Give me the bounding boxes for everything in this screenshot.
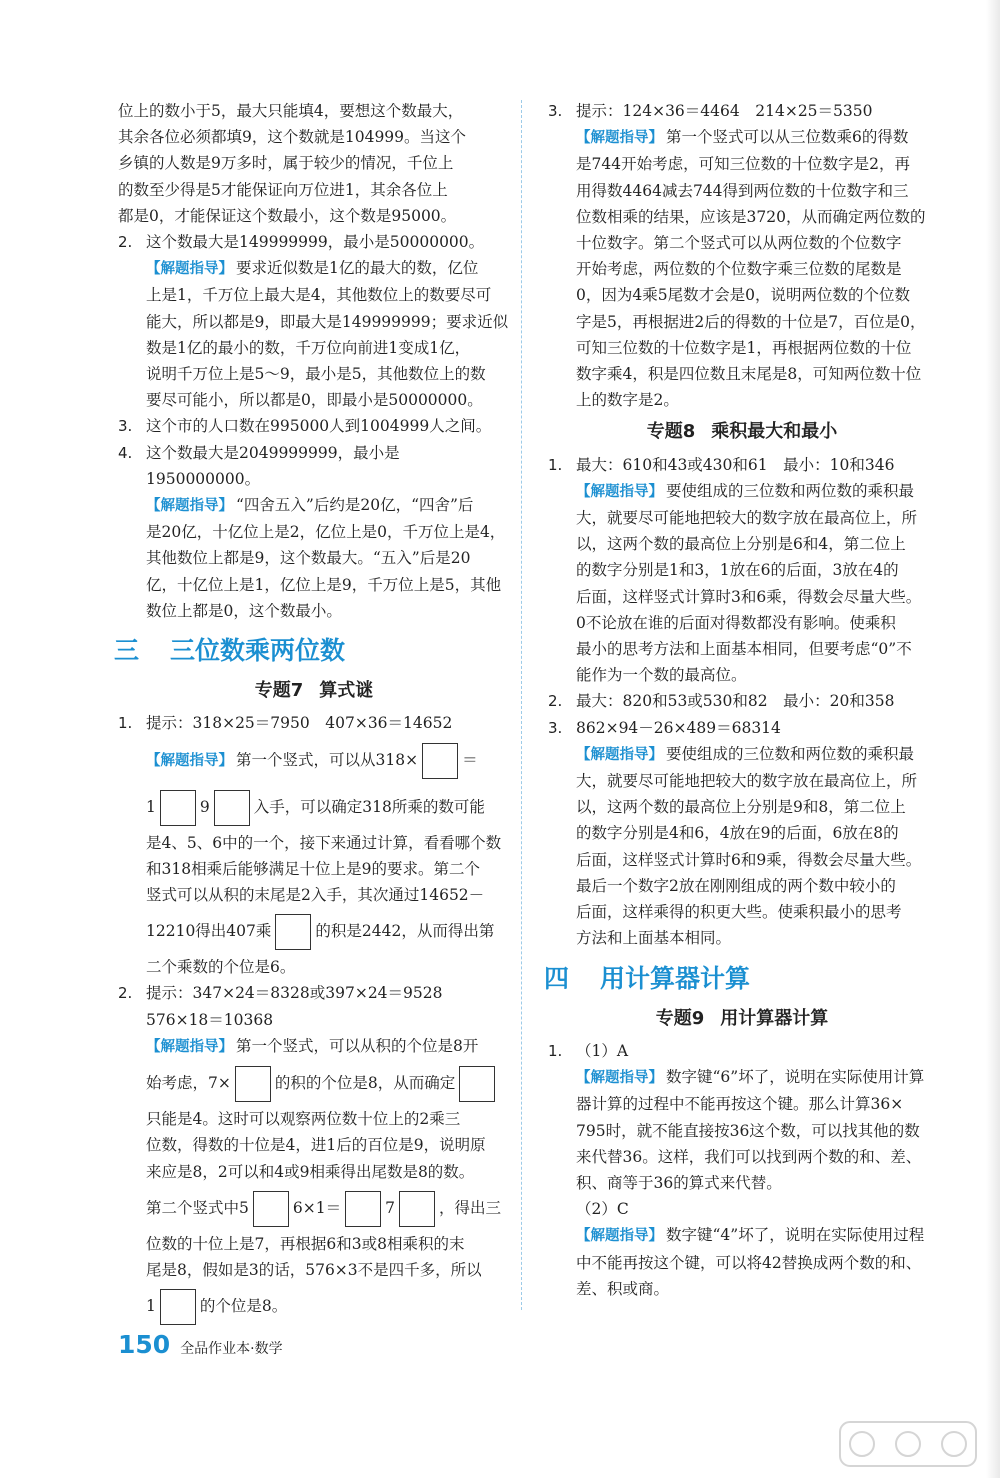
- left-column: [114, 98, 510, 1329]
- answer-item-t7-2: [118, 980, 510, 1329]
- guide-text: 始考虑，7×: [146, 1074, 231, 1093]
- guide-text: 的数字分别是4和6，4放在9的后面，6放在8的: [576, 824, 899, 843]
- intro-line: 乡镇的人数是9万多时，属于较少的情况，千位上: [118, 154, 454, 173]
- guide-text: 以，这两个数的最高位上分别是9和8，第二位上: [576, 798, 906, 817]
- answer-item-t8-3: [548, 715, 936, 952]
- guide-text: 的数字分别是1和3，1放在6的后面，3放在4的: [576, 561, 899, 580]
- answer-text: （2）C: [576, 1200, 629, 1219]
- topic-number: 专题9: [655, 1007, 705, 1029]
- item-number: 2.: [118, 984, 133, 1003]
- topic-title: 算式谜: [319, 680, 374, 702]
- answer-text: 这个数最大是2049999999，最小是1950000000。: [146, 443, 400, 488]
- guide-text: 第一个竖式，可以从积的个位是8开: [236, 1036, 479, 1055]
- item-number: 3.: [548, 718, 563, 737]
- guide-text: “四舍五入”后约是20亿，“四舍”后: [236, 496, 474, 515]
- guide-text: 要使组成的三位数和两位数的乘积最: [666, 481, 915, 500]
- solution-guide-label: 【解题指导】: [576, 483, 663, 500]
- item-number: 3.: [118, 417, 133, 436]
- intro-line: 的数至少得是5才能保证向万位进1，其余各位上: [118, 180, 448, 199]
- solution-guide-label: 【解题指导】: [146, 261, 233, 278]
- section-number: 三: [114, 636, 140, 666]
- guide-text: 最小的思考方法和上面基本相同，但要考虑“0”不: [576, 640, 912, 659]
- guide-text: 十位数字。第二个竖式可以从两位数的个位数字: [576, 234, 902, 253]
- guide-text: 795时，就不能直接按36这个数，可以找其他的数: [576, 1121, 920, 1140]
- guide-text: 来代替36。这样，我们可以找到两个数的和、差、: [576, 1147, 922, 1166]
- guide-text: ＝: [462, 750, 478, 769]
- guide-text: 是4、5、6中的一个，接下来通过计算，看看哪个数: [146, 833, 502, 852]
- guide-text: 要尽可能小，所以都是0，即最小是50000000。: [146, 391, 483, 410]
- blank-box: [459, 1066, 495, 1102]
- guide-text: 位数，得数的十位是4，进1后的百位是9，说明原: [146, 1136, 486, 1155]
- right-column: [544, 98, 936, 1302]
- solution-guide-label: 【解题指导】: [576, 1070, 663, 1087]
- intro-line: 都是0，才能保证这个数最小，这个数是95000。: [118, 206, 457, 225]
- guide-text: 开始考虑，两位数的个位数字乘三位数的尾数是: [576, 260, 902, 279]
- guide-text: 后面，这样乘得的积更大些。使乘积最小的思考: [576, 903, 902, 922]
- solution-guide-label: 【解题指导】: [146, 752, 233, 769]
- answer-text: 862×94－26×489＝68314: [576, 718, 781, 737]
- guide-text: 入手，可以确定318所乘的数可能: [253, 797, 485, 816]
- answer-item-3-right: [548, 98, 936, 413]
- item-number: 1.: [118, 714, 133, 733]
- guide-text: 后面，这样竖式计算时6和9乘，得数会尽量大些。: [576, 850, 922, 869]
- section-heading: [544, 963, 936, 993]
- page-footer: [118, 1330, 283, 1359]
- topic-heading: [118, 678, 510, 704]
- answer-text: 最大：610和43或430和61 最小：10和346: [576, 455, 895, 474]
- guide-text: 数字键“6”坏了，说明在实际使用计算: [666, 1068, 925, 1087]
- answer-item-t7-1: [118, 710, 510, 980]
- solution-guide-label: 【解题指导】: [146, 498, 233, 515]
- guide-text: 竖式可以从积的末尾是2入手，其次通过14652－: [146, 886, 485, 905]
- guide-text: 亿，十亿位上是1，亿位上是9，千万位上是5，其他: [146, 575, 502, 594]
- item-number: 1.: [548, 1041, 563, 1060]
- blank-box: [399, 1191, 435, 1227]
- page-number: 150: [118, 1330, 171, 1359]
- guide-text: 6×1＝: [292, 1198, 342, 1217]
- book-title: 全品作业本·数学: [180, 1341, 283, 1357]
- guide-text: ，得出三: [438, 1198, 501, 1217]
- blank-box: [275, 914, 311, 950]
- answer-item-2: [118, 229, 510, 413]
- guide-text: 数是1亿的最小的数，千万位向前进1变成1亿，: [146, 338, 471, 357]
- guide-text: 要使组成的三位数和两位数的乘积最: [666, 744, 915, 763]
- answer-text: 这个数最大是149999999，最小是50000000。: [146, 233, 485, 252]
- answer-text: 最大：820和53或530和82 最小：20和358: [576, 692, 895, 711]
- guide-text: 1: [146, 1297, 156, 1316]
- guide-text: 要求近似数是1亿的最大的数，亿位: [236, 259, 479, 278]
- guide-text: 数位上都是0，这个数最小。: [146, 601, 342, 620]
- guide-text: 用得数4464减去744得到两位数的十位数字和三: [576, 181, 909, 200]
- guide-text: 12210得出407乘: [146, 922, 272, 941]
- section-number: 四: [544, 963, 570, 993]
- item-number: 2.: [118, 233, 133, 252]
- answer-item-4: [118, 440, 510, 624]
- guide-text: 方法和上面基本相同。: [576, 929, 732, 948]
- intro-line: 位上的数小于5，最大只能填4，要想这个数最大，: [118, 102, 464, 120]
- guide-text: 第二个竖式中5: [146, 1198, 249, 1217]
- guide-text: 位数相乘的结果，应该是3720，从而确定两位数的: [576, 207, 926, 226]
- answer-text: 提示：347×24＝8328或397×24＝9528: [146, 984, 443, 1003]
- guide-text: 来应是8，2可以和4或9相乘得出尾数是8的数。: [146, 1162, 475, 1181]
- guide-text: 以，这两个数的最高位上分别是6和4，第二位上: [576, 535, 906, 554]
- guide-text: 差、积或商。: [576, 1279, 670, 1298]
- guide-text: 是20亿，十亿位上是2，亿位上是0，千万位上是4，: [146, 523, 506, 542]
- blank-box: [422, 743, 458, 779]
- blank-box: [345, 1191, 381, 1227]
- solution-guide-label: 【解题指导】: [576, 746, 663, 763]
- guide-text: 尾是8，假如是3的话，576×3不是四千多，所以: [146, 1260, 482, 1279]
- blank-box: [253, 1191, 289, 1227]
- item-number: 4.: [118, 443, 133, 462]
- topic-number: 专题7: [254, 680, 304, 702]
- answer-text: 576×18＝10368: [146, 1010, 274, 1029]
- guide-text: 数字键“4”坏了，说明在实际使用过程: [666, 1226, 925, 1245]
- blank-box: [214, 790, 250, 826]
- guide-text: 上是1，千万位上最大是4，其他数位上的数要尽可: [146, 286, 492, 305]
- topic-title: 用计算器计算: [720, 1007, 829, 1029]
- answer-text: 提示：318×25＝7950 407×36＝14652: [146, 714, 453, 733]
- guide-text: 位数的十位上是7，再根据6和3或8相乘积的末: [146, 1234, 465, 1253]
- guide-text: 0，因为4乘5尾数才会是0，说明两位数的个位数: [576, 286, 910, 305]
- answer-item-t8-1: [548, 452, 936, 689]
- topic-heading: [548, 1006, 936, 1032]
- guide-text: 第一个竖式可以从三位数乘6的得数: [666, 128, 909, 147]
- solution-guide-label: 【解题指导】: [576, 1228, 663, 1245]
- blank-box: [235, 1066, 271, 1102]
- page-edge: [986, 0, 1000, 1478]
- guide-text: 能作为一个数的最高位。: [576, 666, 747, 685]
- guide-text: 和318相乘后能够满足十位上是9的要求。第二个: [146, 859, 480, 878]
- answer-text: （1）A: [576, 1041, 629, 1060]
- guide-text: 可知三位数的十位数字是1，再根据两位数的十位: [576, 338, 912, 357]
- guide-text: 二个乘数的个位是6。: [146, 958, 296, 977]
- column-divider: [521, 100, 522, 1310]
- guide-text: 上的数字是2。: [576, 391, 679, 410]
- topic-heading: [548, 419, 936, 445]
- blank-box: [160, 1289, 196, 1325]
- section-title: 用计算器计算: [600, 963, 751, 993]
- item-number: 2.: [548, 692, 563, 711]
- guide-text: 的积的个位是8，从而确定: [274, 1074, 456, 1093]
- topic-title: 乘积最大和最小: [711, 421, 838, 443]
- answer-item-t9-1: [548, 1038, 936, 1302]
- solution-guide-label: 【解题指导】: [576, 130, 663, 147]
- section-heading: [114, 638, 510, 664]
- guide-text: 7: [385, 1198, 395, 1217]
- item-number: 3.: [548, 102, 563, 120]
- answer-text: 提示：124×36＝4464 214×25＝5350: [576, 102, 873, 120]
- guide-text: 的积是2442，从而得出第: [315, 922, 495, 941]
- guide-text: 最后一个数字2放在刚刚组成的两个数中较小的: [576, 876, 896, 895]
- guide-text: 后面，这样竖式计算时3和6乘，得数会尽量大些。: [576, 587, 922, 606]
- intro-line: 其余各位必须都填9，这个数就是104999。当这个: [118, 128, 467, 147]
- topic-number: 专题8: [646, 421, 696, 443]
- section-title: 三位数乘两位数: [170, 636, 346, 666]
- guide-text: 说明千万位上是5～9，最小是5，其他数位上的数: [146, 365, 486, 384]
- guide-text: 大，就要尽可能地把较大的数字放在最高位上，所: [576, 772, 918, 791]
- guide-text: 能大，所以都是9，即最大是149999999；要求近似: [146, 312, 509, 331]
- watermark-logo-icon: [838, 1420, 978, 1468]
- answer-text: 这个市的人口数在995000人到1004999人之间。: [146, 417, 492, 436]
- guide-text: 是744开始考虑，可知三位数的十位数字是2，再: [576, 155, 910, 174]
- guide-text: 0不论放在谁的后面对得数都没有影响。使乘积: [576, 613, 896, 632]
- answer-item-3: [118, 413, 510, 439]
- solution-guide-label: 【解题指导】: [146, 1038, 233, 1055]
- guide-text: 的个位是8。: [199, 1297, 288, 1316]
- answer-item-t8-2: [548, 688, 936, 714]
- guide-text: 积、商等于36的算式来代替。: [576, 1173, 782, 1192]
- guide-text: 中不能再按这个键，可以将42替换成两个数的和、: [576, 1253, 922, 1272]
- item-number: 1.: [548, 455, 563, 474]
- blank-box: [160, 790, 196, 826]
- guide-text: 只能是4。这时可以观察两位数十位上的2乘三: [146, 1110, 461, 1129]
- guide-text: 大，就要尽可能地把较大的数字放在最高位上，所: [576, 509, 918, 528]
- guide-text: 数字乘4，积是四位数且末尾是8，可知两位数十位: [576, 365, 922, 384]
- guide-text: 字是5，再根据进2后的得数的十位是7，百位是0，: [576, 312, 926, 331]
- guide-text: 第一个竖式，可以从318×: [236, 750, 419, 769]
- guide-text: 1: [146, 797, 156, 816]
- guide-text: 9: [199, 797, 210, 816]
- guide-text: 器计算的过程中不能再按这个键。那么计算36×: [576, 1095, 904, 1114]
- guide-text: 其他数位上都是9，这个数最大。“五入”后是20: [146, 549, 471, 568]
